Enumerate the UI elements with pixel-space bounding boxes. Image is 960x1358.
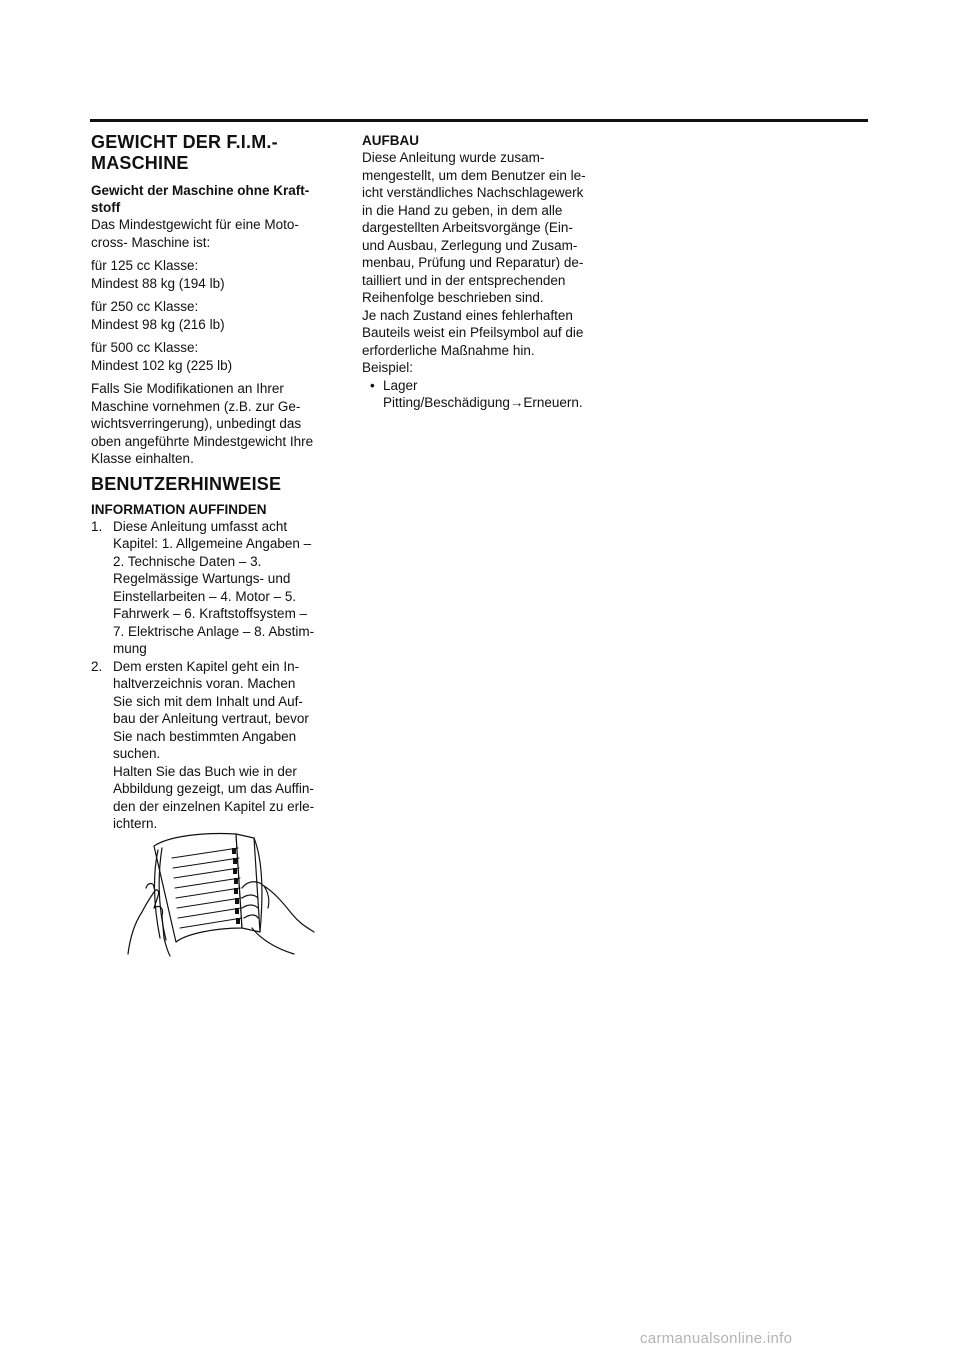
list-text: Dem ersten Kapitel geht ein In- haltverzeichnis voran. Machen Sie sich mit dem Inhalt und Auf- bau der Anleitung vertraut, bevor Sie nach bestimmten Angaben suchen. Halten Sie das Buch wie in der Abbildung gezeigt, um das Auffin- den der einzelnen Kapitel zu erle- ichtern. (113, 658, 315, 831)
list-number: 2. (91, 658, 103, 674)
structure-para2: Je nach Zustand eines fehlerhaften Bauteils weist ein Pfeilsymbol auf die erforderliche Maßnahme hin. (362, 307, 584, 358)
example-label: Beispiel: (362, 360, 414, 375)
list-item (91, 658, 337, 833)
list-item (91, 518, 337, 658)
right-column (362, 132, 612, 412)
bullet-text: Lager Pitting/Beschädigung→Erneuern. (383, 377, 583, 410)
class-125: für 125 cc Klasse: Mindest 88 kg (194 lb) (91, 258, 225, 291)
bullet-dot: • (370, 377, 375, 393)
weight-note: Falls Sie Modifikationen an Ihrer Maschine vornehmen (z.B. zur Ge- wichtsverringerung), unbedingt das oben angeführte Mindestgewicht Ihre Klasse einhalten. (91, 381, 314, 466)
structure-para1: Diese Anleitung wurde zusam- mengestellt, um dem Benutzer ein le- icht verständliches Nachschlagewerk in die Hand zu geben, in dem alle dargestellten Arbeitsvorgänge (Ein- und Ausbau, Zerlegung und Zusam- menbau, Prüfung und Reparatur) de- tailliert und in der entsprechenden Reihenfolge beschrieben sind. (362, 150, 586, 305)
list-text: Diese Anleitung umfasst acht Kapitel: 1. Allgemeine Angaben – 2. Technische Daten – 3. Regelmässige Wartungs- und Einstellarbeiten – 4. Motor – 5. Fahrwerk – 6. Kraftstoffsystem – 7. Elektrische Anlage – 8. Abstim- mung (113, 518, 315, 656)
structure-heading: AUFBAU (362, 133, 419, 148)
hands-holding-book-icon (124, 828, 320, 958)
example-bullet (370, 377, 612, 412)
section-title-user-notes: BENUTZERHINWEISE (91, 473, 282, 494)
class-500: für 500 cc Klasse: Mindest 102 kg (225 lb) (91, 340, 233, 373)
weight-subtitle: Gewicht der Maschine ohne Kraft- stoff (91, 183, 310, 215)
info-find-heading: INFORMATION AUFFINDEN (91, 501, 267, 517)
info-find-list (91, 518, 337, 833)
section-title-weight: GEWICHT DER F.I.M.- MASCHINE (91, 132, 278, 173)
watermark: carmanualsonline.info (640, 1330, 793, 1347)
weight-intro: Das Mindestgewicht für eine Moto- cross- Maschine ist: (91, 217, 299, 250)
left-column (91, 132, 337, 833)
class-250: für 250 cc Klasse: Mindest 98 kg (216 lb) (91, 299, 225, 332)
list-number: 1. (91, 518, 103, 534)
top-rule (90, 119, 868, 122)
